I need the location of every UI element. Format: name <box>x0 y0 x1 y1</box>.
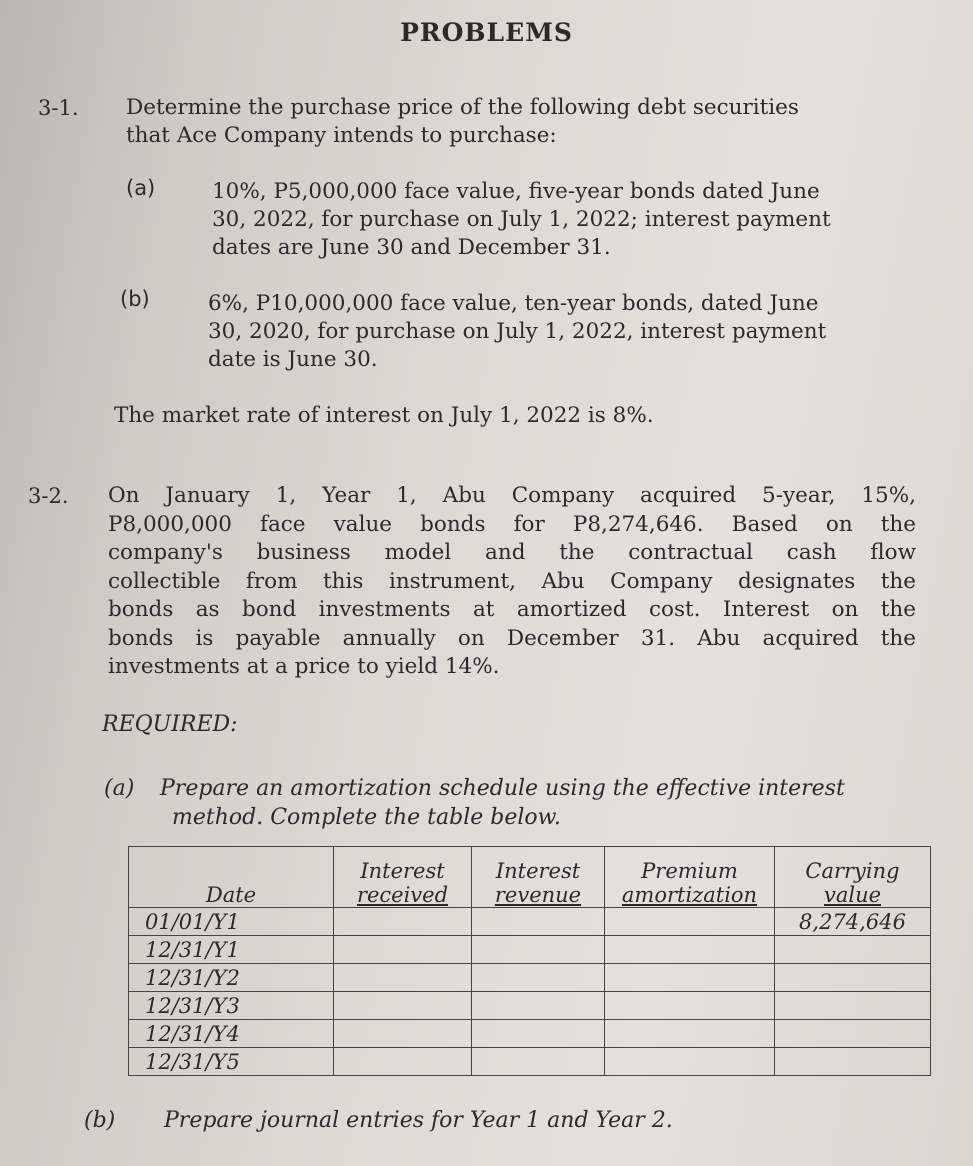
text-line: bonds as bond investments at amortized cost. Interest on the <box>108 597 916 622</box>
interest-received-cell[interactable] <box>334 1020 472 1048</box>
premium-amortization-cell[interactable] <box>605 1020 775 1048</box>
text-line: method. Complete the table below. <box>172 805 561 830</box>
table-row <box>129 1020 931 1048</box>
required-heading: REQUIRED: <box>102 712 238 737</box>
header-carrying-value: Carrying value <box>775 847 931 908</box>
text-line: company's business model and the contractual cash flow <box>108 540 916 565</box>
interest-revenue-cell[interactable] <box>472 908 605 936</box>
header-premium-amortization: Premium amortization <box>605 847 775 908</box>
carrying-value-cell[interactable] <box>775 936 931 964</box>
table-row <box>129 936 931 964</box>
part-b-text <box>208 290 918 374</box>
table-row <box>129 964 931 992</box>
text-line: date is June 30. <box>208 347 378 372</box>
interest-revenue-cell[interactable] <box>472 1048 605 1076</box>
text-line: Prepare an amortization schedule using the effective interest <box>160 776 845 801</box>
text-line: 30, 2022, for purchase on July 1, 2022; interest payment <box>212 207 831 232</box>
table-row <box>129 992 931 1020</box>
req-b-text: Prepare journal entries for Year 1 and Year 2. <box>164 1108 673 1133</box>
date-cell: 12/31/Y1 <box>129 936 334 964</box>
part-a-text <box>212 178 917 262</box>
date-cell: 12/31/Y4 <box>129 1020 334 1048</box>
text-line: dates are June 30 and December 31. <box>212 235 611 260</box>
interest-received-cell[interactable] <box>334 992 472 1020</box>
text-line: Determine the purchase price of the following debt securities <box>126 95 799 120</box>
text-line: P8,000,000 face value bonds for P8,274,646. Based on the <box>108 511 916 537</box>
date-cell: 01/01/Y1 <box>129 908 334 936</box>
req-a-text <box>160 774 930 832</box>
premium-amortization-cell[interactable] <box>605 908 775 936</box>
market-rate-text: The market rate of interest on July 1, 2022 is 8%. <box>114 403 654 428</box>
carrying-value-cell[interactable] <box>775 964 931 992</box>
problem-body <box>108 482 916 682</box>
text-line: bonds is payable annually on December 31. Abu acquired the <box>108 625 916 651</box>
carrying-value-cell: 8,274,646 <box>775 908 931 936</box>
interest-revenue-cell[interactable] <box>472 964 605 992</box>
text-line: On January 1, Year 1, Abu Company acquired 5-year, 15%, <box>108 483 916 508</box>
interest-revenue-cell[interactable] <box>472 992 605 1020</box>
text-line: that Ace Company intends to purchase: <box>126 123 557 148</box>
page-title: PROBLEMS <box>400 18 573 47</box>
interest-revenue-cell[interactable] <box>472 936 605 964</box>
date-cell: 12/31/Y2 <box>129 964 334 992</box>
text-line: 10%, P5,000,000 face value, five-year bonds dated June <box>212 179 820 204</box>
text-line: collectible from this instrument, Abu Company designates the <box>108 568 916 594</box>
carrying-value-cell[interactable] <box>775 1020 931 1048</box>
table-row <box>129 1048 931 1076</box>
text-line: investments at a price to yield 14%. <box>108 654 500 679</box>
problem-number: 3-2. <box>28 484 69 508</box>
interest-received-cell[interactable] <box>334 1048 472 1076</box>
problem-number: 3-1. <box>38 96 79 120</box>
amortization-table <box>128 846 931 1076</box>
date-cell: 12/31/Y3 <box>129 992 334 1020</box>
premium-amortization-cell[interactable] <box>605 936 775 964</box>
premium-amortization-cell[interactable] <box>605 1048 775 1076</box>
part-label: (b) <box>120 287 150 311</box>
carrying-value-cell[interactable] <box>775 992 931 1020</box>
text-line: 30, 2020, for purchase on July 1, 2022, interest payment <box>208 319 827 344</box>
premium-amortization-cell[interactable] <box>605 992 775 1020</box>
problem-intro <box>126 94 916 150</box>
date-cell: 12/31/Y5 <box>129 1048 334 1076</box>
carrying-value-cell[interactable] <box>775 1048 931 1076</box>
header-interest-received: Interest received <box>334 847 472 908</box>
table-row <box>129 908 931 936</box>
table-header-row <box>129 847 931 908</box>
header-interest-revenue: Interest revenue <box>472 847 605 908</box>
interest-received-cell[interactable] <box>334 908 472 936</box>
part-label: (a) <box>126 176 156 200</box>
part-label: (a) <box>104 776 135 801</box>
premium-amortization-cell[interactable] <box>605 964 775 992</box>
part-label: (b) <box>84 1108 116 1133</box>
header-date: Date <box>129 847 334 908</box>
interest-revenue-cell[interactable] <box>472 1020 605 1048</box>
interest-received-cell[interactable] <box>334 936 472 964</box>
interest-received-cell[interactable] <box>334 964 472 992</box>
text-line: 6%, P10,000,000 face value, ten-year bonds, dated June <box>208 291 819 316</box>
